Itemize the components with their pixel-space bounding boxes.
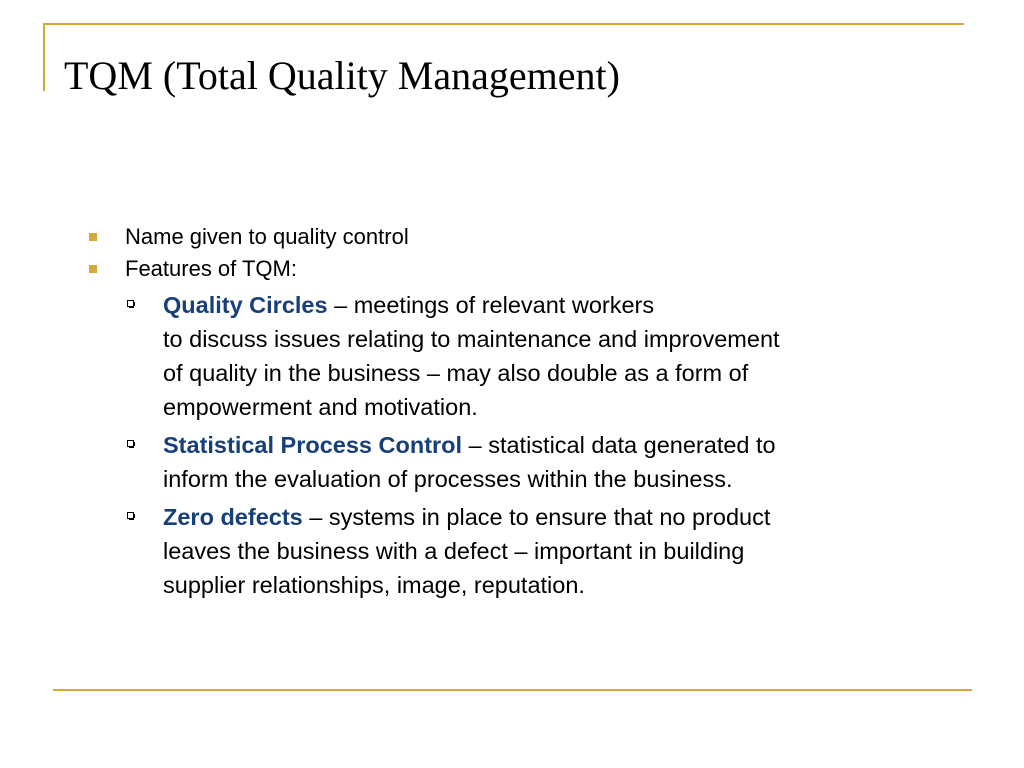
feature-text: empowerment and motivation.: [163, 394, 478, 420]
feature-item-statistical-process-control: [0, 428, 923, 496]
bullet-text: Features of TQM:: [125, 256, 297, 281]
feature-text: – systems in place to ensure that no product: [302, 504, 771, 530]
feature-text: leaves the business with a defect – important in building: [163, 538, 745, 564]
shadowed-square-bullet-icon: [127, 300, 134, 307]
square-bullet-icon: [89, 265, 97, 273]
feature-text: supplier relationships, image, reputation.: [163, 572, 585, 598]
bullet-item: [0, 222, 1024, 252]
feature-text: of quality in the business – may also double as a form of: [163, 360, 749, 386]
feature-item-quality-circles: [0, 288, 923, 424]
feature-term: Zero defects: [163, 504, 303, 530]
feature-text: – statistical data generated to: [462, 432, 776, 458]
slide-title: TQM (Total Quality Management): [64, 53, 620, 98]
feature-term: Quality Circles: [163, 292, 328, 318]
frame-top-rule: [43, 23, 964, 25]
shadowed-square-bullet-icon: [127, 512, 134, 519]
bullet-item: [0, 254, 1024, 284]
feature-term: Statistical Process Control: [163, 432, 463, 458]
feature-text: – meetings of relevant workers: [327, 292, 655, 318]
frame-left-rule: [43, 23, 45, 91]
feature-item-zero-defects: [0, 500, 923, 602]
footer-rule: [53, 689, 972, 691]
slide-content: [0, 222, 1024, 602]
bullet-text: Name given to quality control: [125, 224, 409, 249]
feature-text: inform the evaluation of processes within the business.: [163, 466, 733, 492]
shadowed-square-bullet-icon: [127, 440, 134, 447]
square-bullet-icon: [89, 233, 97, 241]
feature-text: to discuss issues relating to maintenance and improvement: [163, 326, 780, 352]
